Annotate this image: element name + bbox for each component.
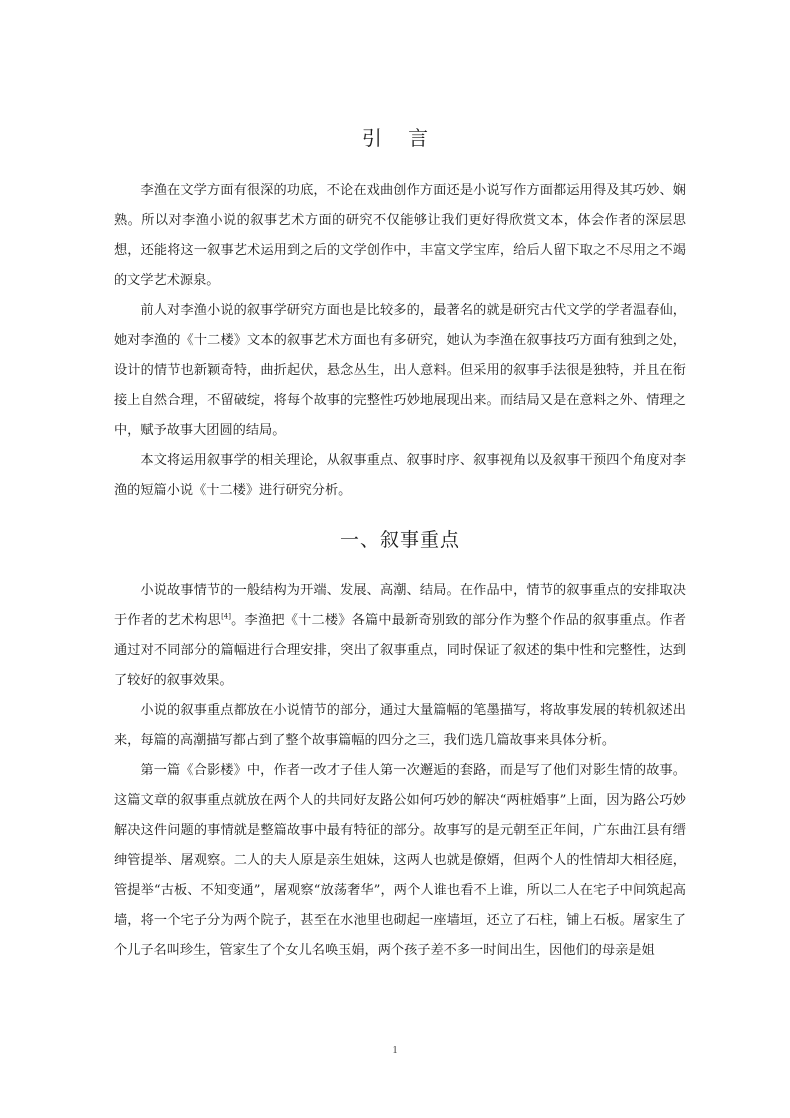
intro-paragraph-3: 本文将运用叙事学的相关理论，从叙事重点、叙事时序、叙事视角以及叙事干预四个角度对李渔的短篇小说《十二楼》进行研究分析。 — [114, 453, 686, 498]
narrative-focus-paragraph-1 — [114, 576, 686, 696]
section-title-narrative-focus: 一、叙事重点 — [339, 529, 460, 551]
page-number: 1 — [392, 1045, 398, 1056]
intro-paragraph-1: 李渔在文学方面有很深的功底，不论在戏曲创作方面还是小说写作方面都运用得及其巧妙、娴熟。所以对李渔小说的叙事艺术方面的研究不仅能够让我们更好得欣赏文本，体会作者的深层思想，还能将这一叙事艺术运用到之后的文学创作中，丰富文学宝库，给后人留下取之不尽用之不竭的文学艺术源泉。 — [114, 183, 686, 288]
narrative-focus-paragraph-2: 小说的叙事重点都放在小说情节的部分，通过大量篇幅的笔墨描写，将故事发展的转机叙述出来，每篇的高潮描写都占到了整个故事篇幅的四分之三，我们选几篇故事来具体分析。 — [114, 703, 686, 748]
page-content — [114, 122, 686, 966]
paragraph-text: 。李渔把《十二楼》各篇中最新奇别致的部分作为整个作品的叙事重点。作者通过对不同部分的篇幅进行合理安排，突出了叙事重点，同时保证了叙述的集中性和完整性，达到了较好的叙事效果。 — [114, 613, 686, 688]
paragraph-text: 小说故事情节的一般结构为开端、发展、高潮、结局。在作品中，情节的叙事重点的安排取决于作者的艺术构思 — [114, 583, 686, 628]
citation-reference[interactable]: [4] — [221, 612, 231, 621]
intro-paragraph-2: 前人对李渔小说的叙事学研究方面也是比较多的，最著名的就是研究古代文学的学者温春仙，她对李渔的《十二楼》文本的叙事艺术方面也有多研究，她认为李渔在叙事技巧方面有独到之处，设计的情节也新颖奇特，曲折起伏，悬念丛生，出人意料。但采用的叙事手法很是独特，并且在衔接上自然合理，不留破绽，将每个故事的完整性巧妙地展现出来。而结局又是在意料之外、情理之中，赋予故事大团圆的结局。 — [114, 303, 686, 438]
narrative-focus-paragraph-3: 第一篇《合影楼》中，作者一改才子佳人第一次邂逅的套路，而是写了他们对影生情的故事。这篇文章的叙事重点就放在两个人的共同好友路公如何巧妙的解决“两桩婚事”上面，因为路公巧妙解决这件问题的事情就是整篇故事中最有特征的部分。故事写的是元朝至正年间，广东曲江县有缙绅管提举、屠观察。二人的夫人原是亲生姐妹，这两人也就是僚婿，但两个人的性情却大相径庭，管提举“古板、不知变通”，屠观察“放荡奢华”，两个人谁也看不上谁，所以二人在宅子中间筑起高墙，将一个宅子分为两个院子，甚至在水池里也砌起一座墙垣，还立了石柱，铺上石板。屠家生了个儿子名叫珍生，管家生了个女儿名唤玉娟，两个孩子差不多一时间出生，因他们的母亲是姐 — [114, 763, 686, 958]
section-title-introduction: 引 言 — [361, 126, 439, 150]
